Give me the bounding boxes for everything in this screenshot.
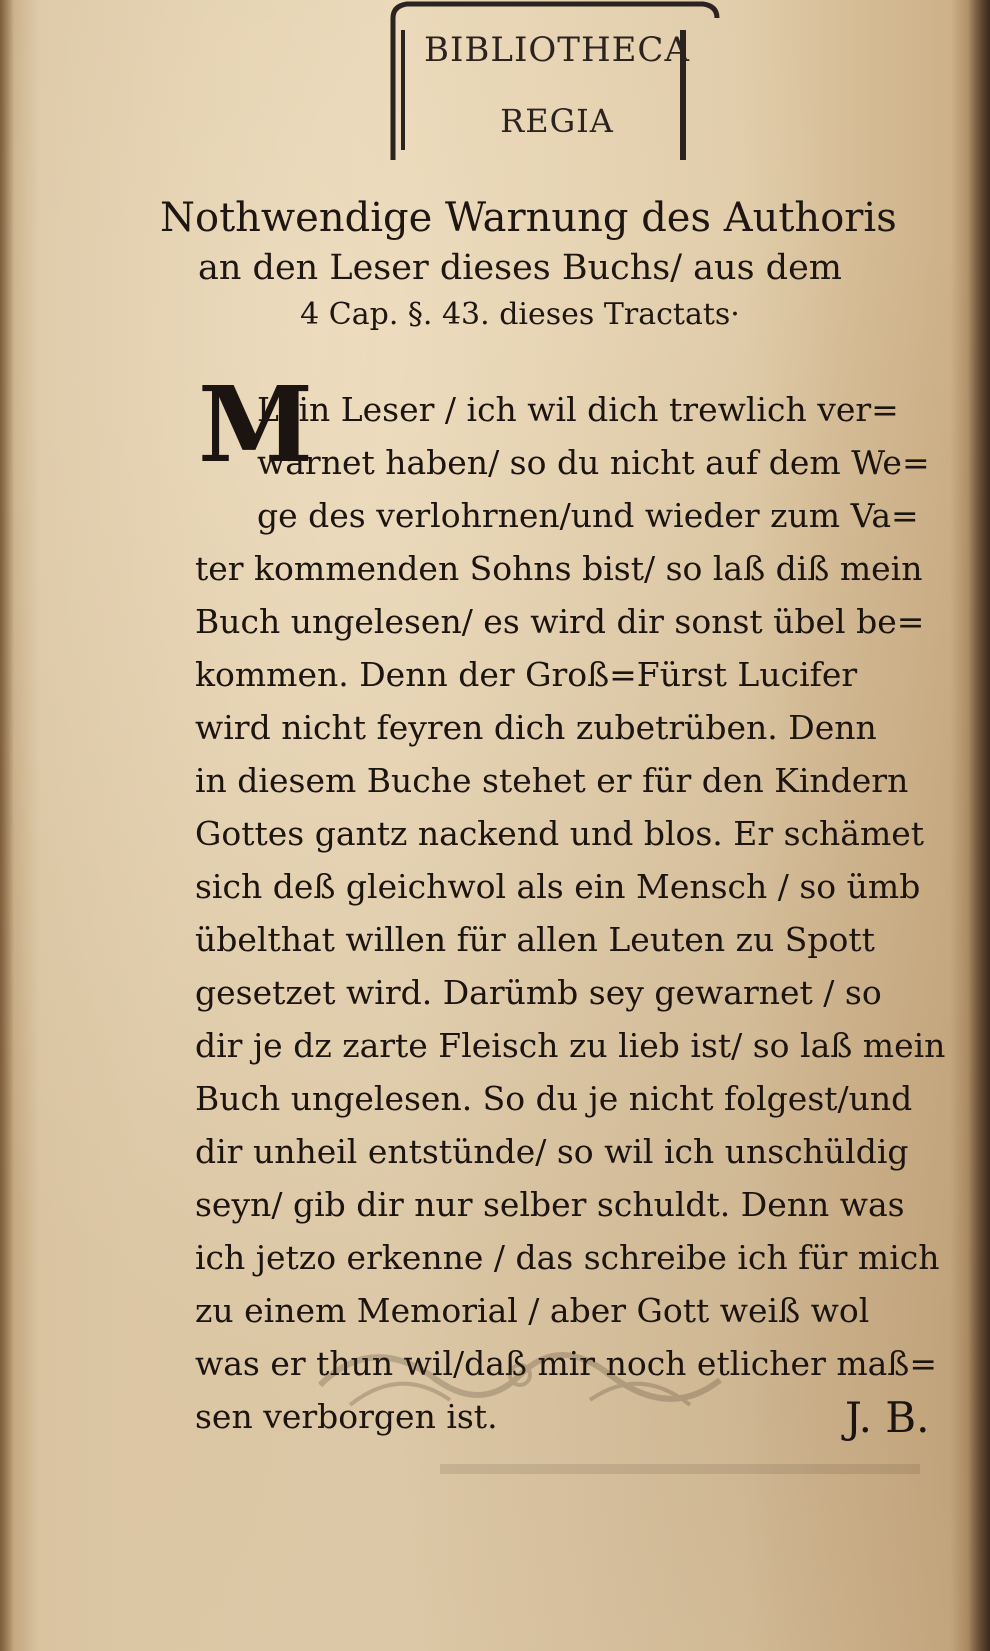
heading-line-1: Nothwendige Warnung des Authoris: [160, 195, 897, 241]
body-line: sen verborgen ist.: [195, 1397, 498, 1436]
body-line: warnet haben/ so du nicht auf dem We=: [257, 443, 930, 482]
body-line: seyn/ gib dir nur selber schuldt. Denn was: [195, 1185, 905, 1224]
stamp-text-bibliotheca: BIBLIOTHECA: [424, 30, 690, 70]
body-line: kommen. Denn der Groß=Fürst Lucifer: [195, 655, 858, 694]
body-paragraph: [195, 383, 985, 1443]
body-line: Gottes gantz nackend und blos. Er schämet: [195, 814, 925, 853]
page-edge-left: [0, 0, 14, 1651]
heading-line-2: an den Leser dieses Buchs/ aus dem: [198, 248, 842, 288]
body-line: übelthat willen für allen Leuten zu Spott: [195, 920, 875, 959]
show-through-bleed: [440, 1450, 920, 1490]
body-line: was er thun wil/daß mir noch etlicher maß=: [195, 1344, 938, 1383]
body-line: zu einem Memorial / aber Gott weiß wol: [195, 1291, 870, 1330]
body-line: ter kommenden Sohns bist/ so laß diß mein: [195, 549, 923, 588]
heading: [160, 192, 897, 338]
heading-line-3: 4 Cap. §. 43. dieses Tractats·: [300, 297, 740, 332]
body-line: Lein Leser / ich wil dich trewlich ver=: [257, 390, 899, 429]
body-line: Buch ungelesen/ es wird dir sonst übel be=: [195, 602, 925, 641]
stamp-text-regia: REGIA: [500, 102, 614, 140]
body-line: in diesem Buche stehet er für den Kindern: [195, 761, 909, 800]
body-line: ich jetzo erkenne / das schreibe ich für mich: [195, 1238, 940, 1277]
body-line: Buch ungelesen. So du je nicht folgest/und: [195, 1079, 913, 1118]
body-line: sich deß gleichwol als ein Mensch / so ümb: [195, 867, 921, 906]
body-line: gesetzet wird. Darümb sey gewarnet / so: [195, 973, 882, 1012]
stamp-frame: [383, 0, 728, 165]
body-line: wird nicht feyren dich zubetrüben. Denn: [195, 708, 877, 747]
body-line: dir je dz zarte Fleisch zu lieb ist/ so laß mein: [195, 1026, 946, 1065]
ornament-flourish-icon: [310, 1325, 730, 1435]
drop-cap-initial: M: [198, 363, 314, 486]
body-line: dir unheil entstünde/ so wil ich unschüldig: [195, 1132, 909, 1171]
body-line: ge des verlohrnen/und wieder zum Va=: [257, 496, 919, 535]
author-signature: J. B.: [845, 1393, 930, 1442]
library-stamp: [383, 0, 728, 165]
